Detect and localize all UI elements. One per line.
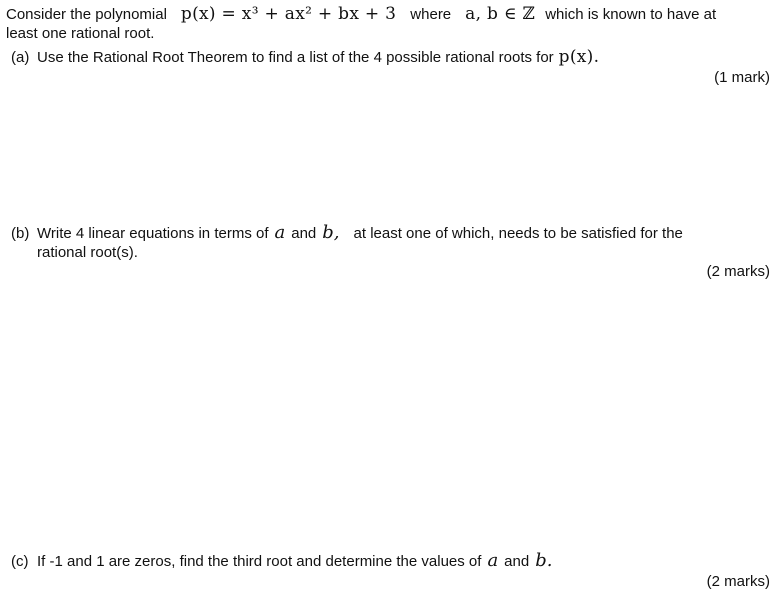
intro-line-2: least one rational root. — [6, 25, 155, 42]
part-c-var-a: a — [487, 550, 499, 571]
intro-line-1 — [6, 5, 716, 24]
part-b-var-a: a — [274, 222, 286, 243]
part-a-label: (a) — [11, 49, 30, 66]
part-c-question — [11, 552, 552, 571]
intro-text-before: Consider the polynomial — [6, 6, 167, 23]
intro-text-where: where — [410, 6, 452, 23]
part-b-marks: (2 marks) — [706, 263, 770, 280]
part-c-text-and: and — [504, 553, 530, 570]
part-c-marks: (2 marks) — [706, 573, 770, 590]
part-a-question — [11, 48, 599, 67]
part-c-label: (c) — [11, 553, 29, 570]
part-c-var-b: b. — [535, 550, 553, 571]
polynomial-expression: p(x) = x³ + ax² + bx + 3 — [180, 4, 397, 24]
part-a-text: Use the Rational Root Theorem to find a list of the 4 possible rational roots for — [37, 49, 554, 66]
part-b-label: (b) — [11, 225, 30, 242]
part-a-math: p(x). — [558, 47, 600, 67]
part-b-text-and: and — [291, 225, 317, 242]
intro-text-after: which is known to have at — [545, 6, 717, 23]
part-a-marks: (1 mark) — [714, 69, 770, 86]
part-b-question-line-1 — [11, 224, 683, 243]
part-b-text-1: Write 4 linear equations in terms of — [37, 225, 269, 242]
part-b-var-b: b, — [322, 222, 340, 243]
part-b-question-line-2: rational root(s). — [37, 244, 138, 261]
part-b-text-2: at least one of which, needs to be satisfied for the — [353, 225, 683, 242]
coefficient-condition: a, b ∈ ℤ — [465, 4, 536, 24]
part-c-text: If -1 and 1 are zeros, find the third root and determine the values of — [37, 553, 482, 570]
